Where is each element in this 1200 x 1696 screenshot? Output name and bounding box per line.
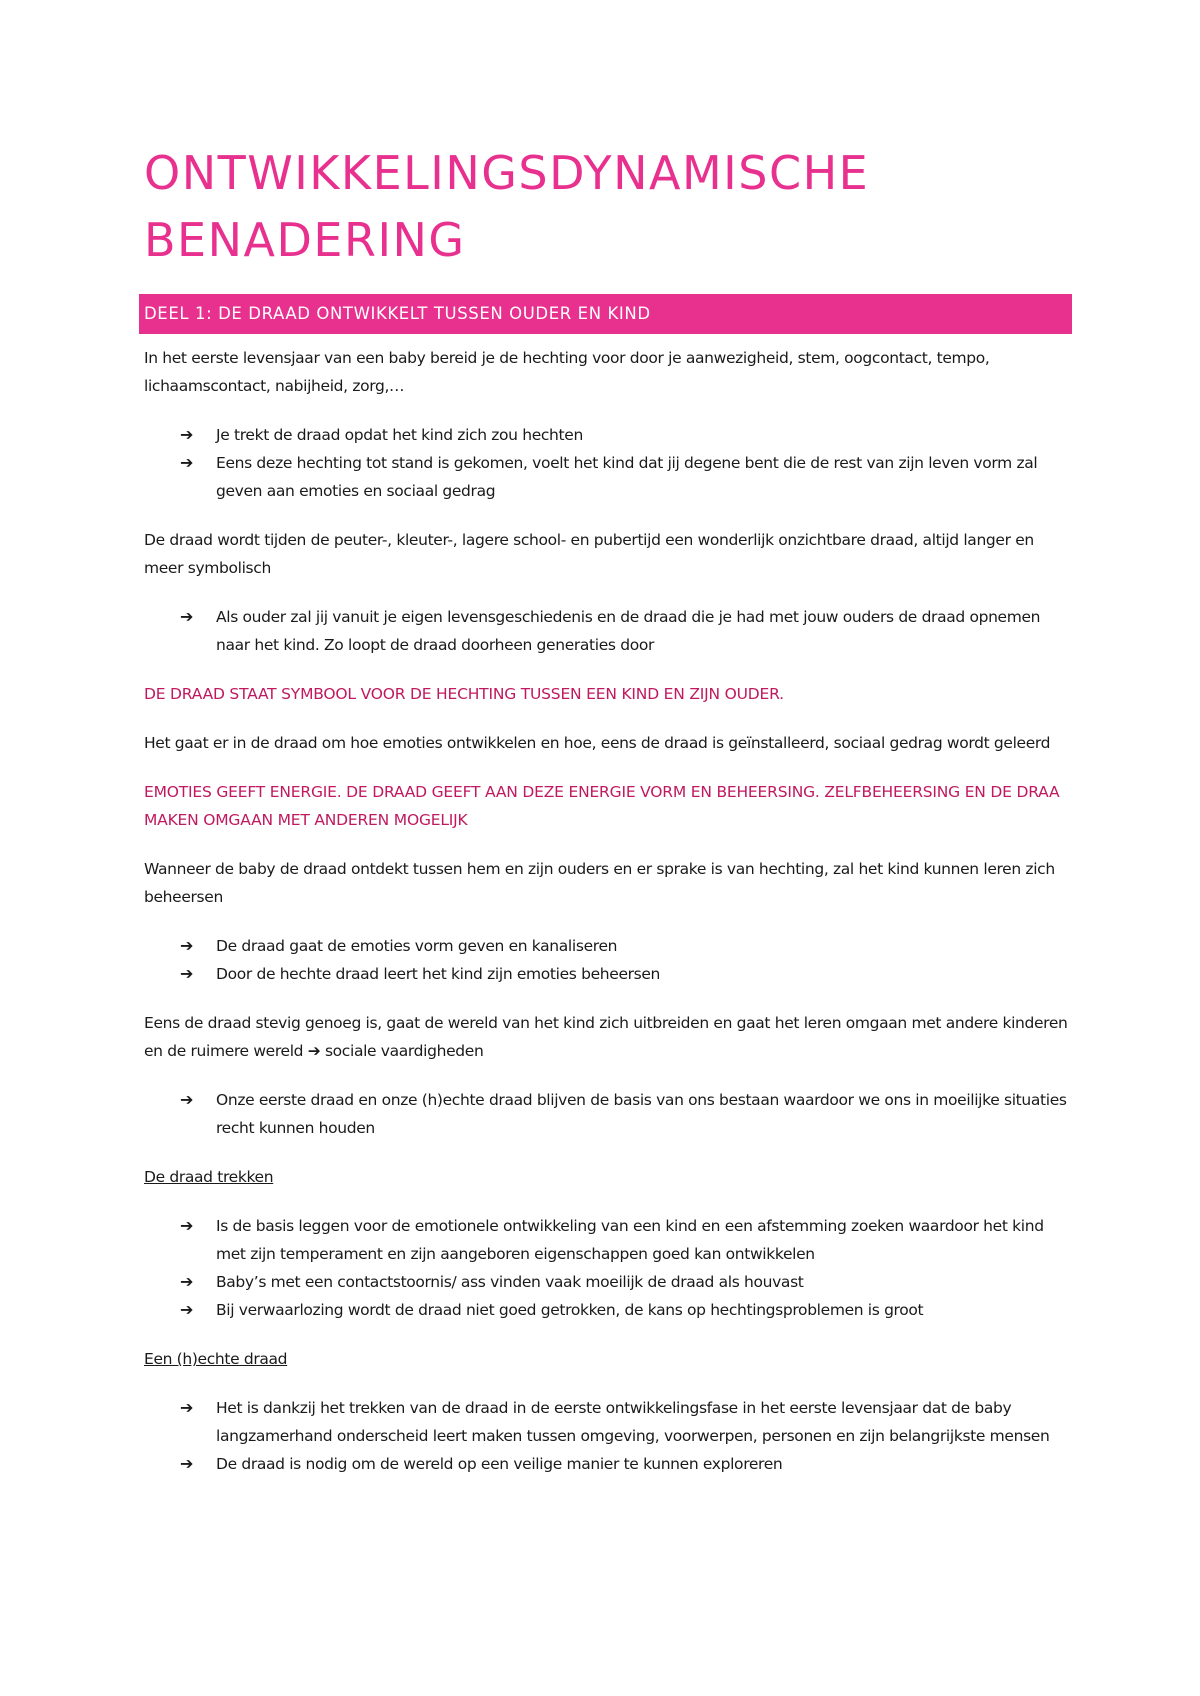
list-item: ➔ Baby’s met een contactstoornis/ ass vinden vaak moeilijk de draad als houvast: [180, 1268, 1072, 1296]
document-body: [144, 344, 1072, 1478]
arrow-icon: ➔: [180, 1398, 194, 1417]
title-line-1: ONTWIKKELINGSDYNAMISCHE: [144, 146, 870, 200]
paragraph-5: Eens de draad stevig genoeg is, gaat de wereld van het kind zich uitbreiden en gaat het leren omgaan met andere kinderen en de ruimere wereld ➔ sociale vaardigheden: [144, 1014, 1068, 1060]
arrow-icon: ➔: [180, 453, 194, 472]
list-item: ➔ Je trekt de draad opdat het kind zich zou hechten: [180, 421, 1072, 449]
arrow-list-3: [144, 932, 1072, 988]
list-item: ➔ Eens deze hechting tot stand is gekomen, voelt het kind dat jij degene bent die de rest van zijn leven vorm zal geven aan emoties en sociaal gedrag: [180, 449, 1072, 505]
list-item: ➔ De draad gaat de emoties vorm geven en kanaliseren: [180, 932, 1072, 960]
arrow-list-5: [144, 1212, 1072, 1324]
paragraph-3: Het gaat er in de draad om hoe emoties ontwikkelen en hoe, eens de draad is geïnstalleerd, sociaal gedrag wordt geleerd: [144, 734, 1051, 752]
document-page: [144, 140, 1072, 1499]
list-item: ➔ Als ouder zal jij vanuit je eigen levensgeschiedenis en de draad die je had met jouw ouders de draad opnemen naar het kind. Zo loopt de draad doorheen generaties door: [180, 603, 1072, 659]
arrow-icon: ➔: [180, 1300, 194, 1319]
list-item: ➔ Is de basis leggen voor de emotionele ontwikkeling van een kind en een afstemming zoeken waardoor het kind met zijn temperament en zijn aangeboren eigenschappen goed kan ontwikkelen: [180, 1212, 1072, 1268]
arrow-icon: ➔: [180, 964, 194, 983]
list-item: ➔ Door de hechte draad leert het kind zijn emoties beheersen: [180, 960, 1072, 988]
arrow-icon: ➔: [180, 425, 194, 444]
inline-arrow-icon: ➔: [307, 1042, 321, 1060]
arrow-icon: ➔: [180, 1272, 194, 1291]
arrow-icon: ➔: [180, 1090, 194, 1109]
arrow-list-1: [144, 421, 1072, 505]
list-item: ➔ Het is dankzij het trekken van de draad in de eerste ontwikkelingsfase in het eerste levensjaar dat de baby langzamerhand onderscheid leert maken tussen omgeving, voorwerpen, personen en zijn belangrijkste mensen: [180, 1394, 1072, 1450]
highlight-statement-2: EMOTIES GEEFT ENERGIE. DE DRAAD GEEFT AAN DEZE ENERGIE VORM EN BEHEERSING. ZELFBEHEERSING EN DE DRAA MAKEN OMGAAN MET ANDEREN MOGELIJK: [144, 783, 1060, 829]
arrow-list-4: [144, 1086, 1072, 1142]
paragraph-4: Wanneer de baby de draad ontdekt tussen hem en zijn ouders en er sprake is van hechting, zal het kind kunnen leren zich beheersen: [144, 860, 1055, 906]
subheading-hechte-draad: Een (h)echte draad: [144, 1350, 288, 1368]
arrow-list-6: [144, 1394, 1072, 1478]
highlight-statement-1: DE DRAAD STAAT SYMBOOL VOOR DE HECHTING TUSSEN EEN KIND EN ZIJN OUDER.: [144, 685, 784, 703]
arrow-icon: ➔: [180, 1216, 194, 1235]
document-title: [144, 140, 1072, 274]
list-item: ➔ Bij verwaarlozing wordt de draad niet goed getrokken, de kans op hechtingsproblemen is groot: [180, 1296, 1072, 1324]
arrow-icon: ➔: [180, 607, 194, 626]
intro-paragraph: In het eerste levensjaar van een baby bereid je de hechting voor door je aanwezigheid, stem, oogcontact, tempo, lichaamscontact, nabijheid, zorg,…: [144, 349, 990, 395]
arrow-icon: ➔: [180, 936, 194, 955]
paragraph-2: De draad wordt tijden de peuter-, kleuter-, lagere school- en pubertijd een wonderlijk onzichtbare draad, altijd langer en meer symbolisch: [144, 531, 1034, 577]
list-item: ➔ Onze eerste draad en onze (h)echte draad blijven de basis van ons bestaan waardoor we ons in moeilijke situaties recht kunnen houden: [180, 1086, 1072, 1142]
title-line-2: BENADERING: [144, 213, 466, 267]
arrow-icon: ➔: [180, 1454, 194, 1473]
list-item: ➔ De draad is nodig om de wereld op een veilige manier te kunnen exploreren: [180, 1450, 1072, 1478]
subheading-draad-trekken: De draad trekken: [144, 1168, 274, 1186]
arrow-list-2: [144, 603, 1072, 659]
section-heading-band: DEEL 1: DE DRAAD ONTWIKKELT TUSSEN OUDER EN KIND: [139, 294, 1072, 334]
